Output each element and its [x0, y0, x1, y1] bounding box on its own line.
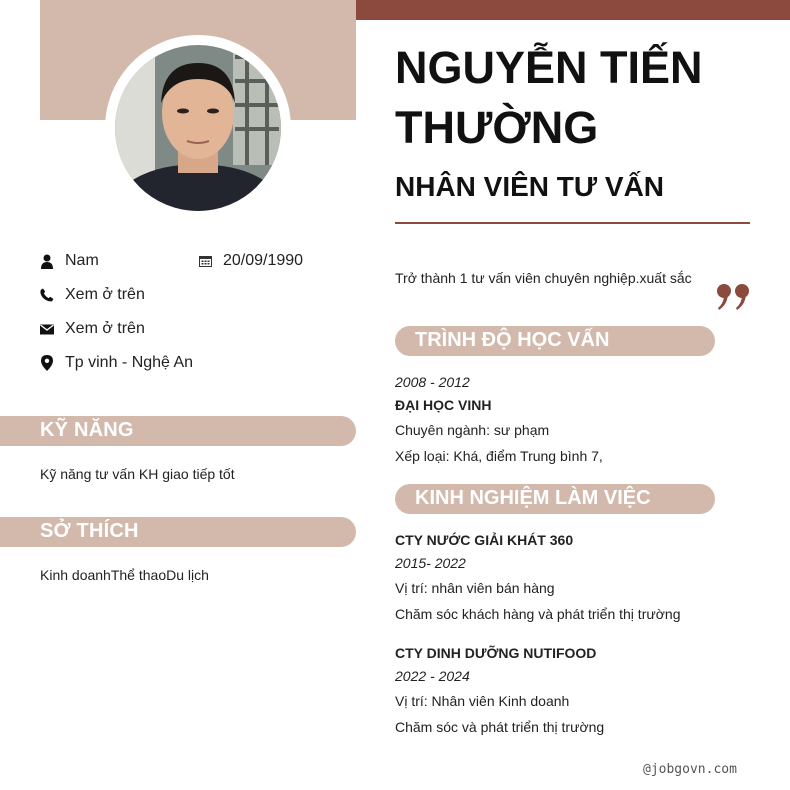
- education-major: Chuyên ngành: sư phạm: [395, 422, 550, 438]
- experience-heading: [395, 484, 715, 514]
- title-divider: [395, 222, 750, 224]
- job-description: Chăm sóc và phát triển thị trường: [395, 719, 605, 735]
- hobbies-heading: [0, 517, 356, 547]
- gender-value: Nam: [65, 252, 99, 269]
- skills-heading-text: KỸ NĂNG: [40, 419, 134, 441]
- job-position: Vị trí: Nhân viên Kinh doanh: [395, 693, 570, 709]
- career-objective: Trở thành 1 tư vấn viên chuyên nghiệp.xuất sắc: [395, 270, 692, 286]
- avatar: [115, 45, 281, 211]
- location-pin-icon: [40, 355, 54, 371]
- phone-row: [40, 285, 145, 305]
- top-accent-bar: [356, 0, 790, 20]
- job-period: 2022 - 2024: [395, 668, 470, 684]
- education-heading-text: TRÌNH ĐỘ HỌC VẤN: [415, 329, 610, 351]
- education-period: 2008 - 2012: [395, 374, 470, 390]
- candidate-name: NGUYỄN TIẾN THƯỜNG: [395, 42, 703, 153]
- email-icon: [40, 321, 54, 337]
- education-grade: Xếp loại: Khá, điểm Trung bình 7,: [395, 448, 603, 464]
- user-icon: [40, 253, 54, 269]
- email-value: Xem ở trên: [65, 320, 145, 337]
- job-company: CTY DINH DƯỠNG NUTIFOOD: [395, 645, 597, 661]
- phone-value: Xem ở trên: [65, 286, 145, 303]
- education-school: ĐẠI HỌC VINH: [395, 397, 492, 413]
- address-row: [40, 353, 193, 373]
- quote-icon: [715, 280, 753, 314]
- phone-icon: [40, 287, 54, 303]
- hobbies-text: Kinh doanhThể thaoDu lịch: [40, 567, 209, 583]
- skills-heading: [0, 416, 356, 446]
- email-row: [40, 319, 145, 339]
- job-company: CTY NƯỚC GIẢI KHÁT 360: [395, 532, 574, 548]
- job-position: Vị trí: nhân viên bán hàng: [395, 580, 555, 596]
- calendar-icon: [198, 253, 212, 269]
- gender-row: [40, 251, 99, 271]
- skills-text: Kỹ năng tư vấn KH giao tiếp tốt: [40, 466, 235, 482]
- watermark: @jobgovn.com: [643, 762, 737, 777]
- education-heading: [395, 326, 715, 356]
- job-period: 2015- 2022: [395, 555, 466, 571]
- job-title: NHÂN VIÊN TƯ VẤN: [395, 171, 665, 202]
- birthday-value: 20/09/1990: [223, 252, 304, 269]
- job-description: Chăm sóc khách hàng và phát triển thị trường: [395, 606, 681, 622]
- hobbies-heading-text: SỞ THÍCH: [40, 520, 139, 542]
- address-value: Tp vinh - Nghệ An: [65, 354, 194, 371]
- birthday-row: [198, 251, 303, 271]
- experience-heading-text: KINH NGHIỆM LÀM VIỆC: [415, 487, 651, 509]
